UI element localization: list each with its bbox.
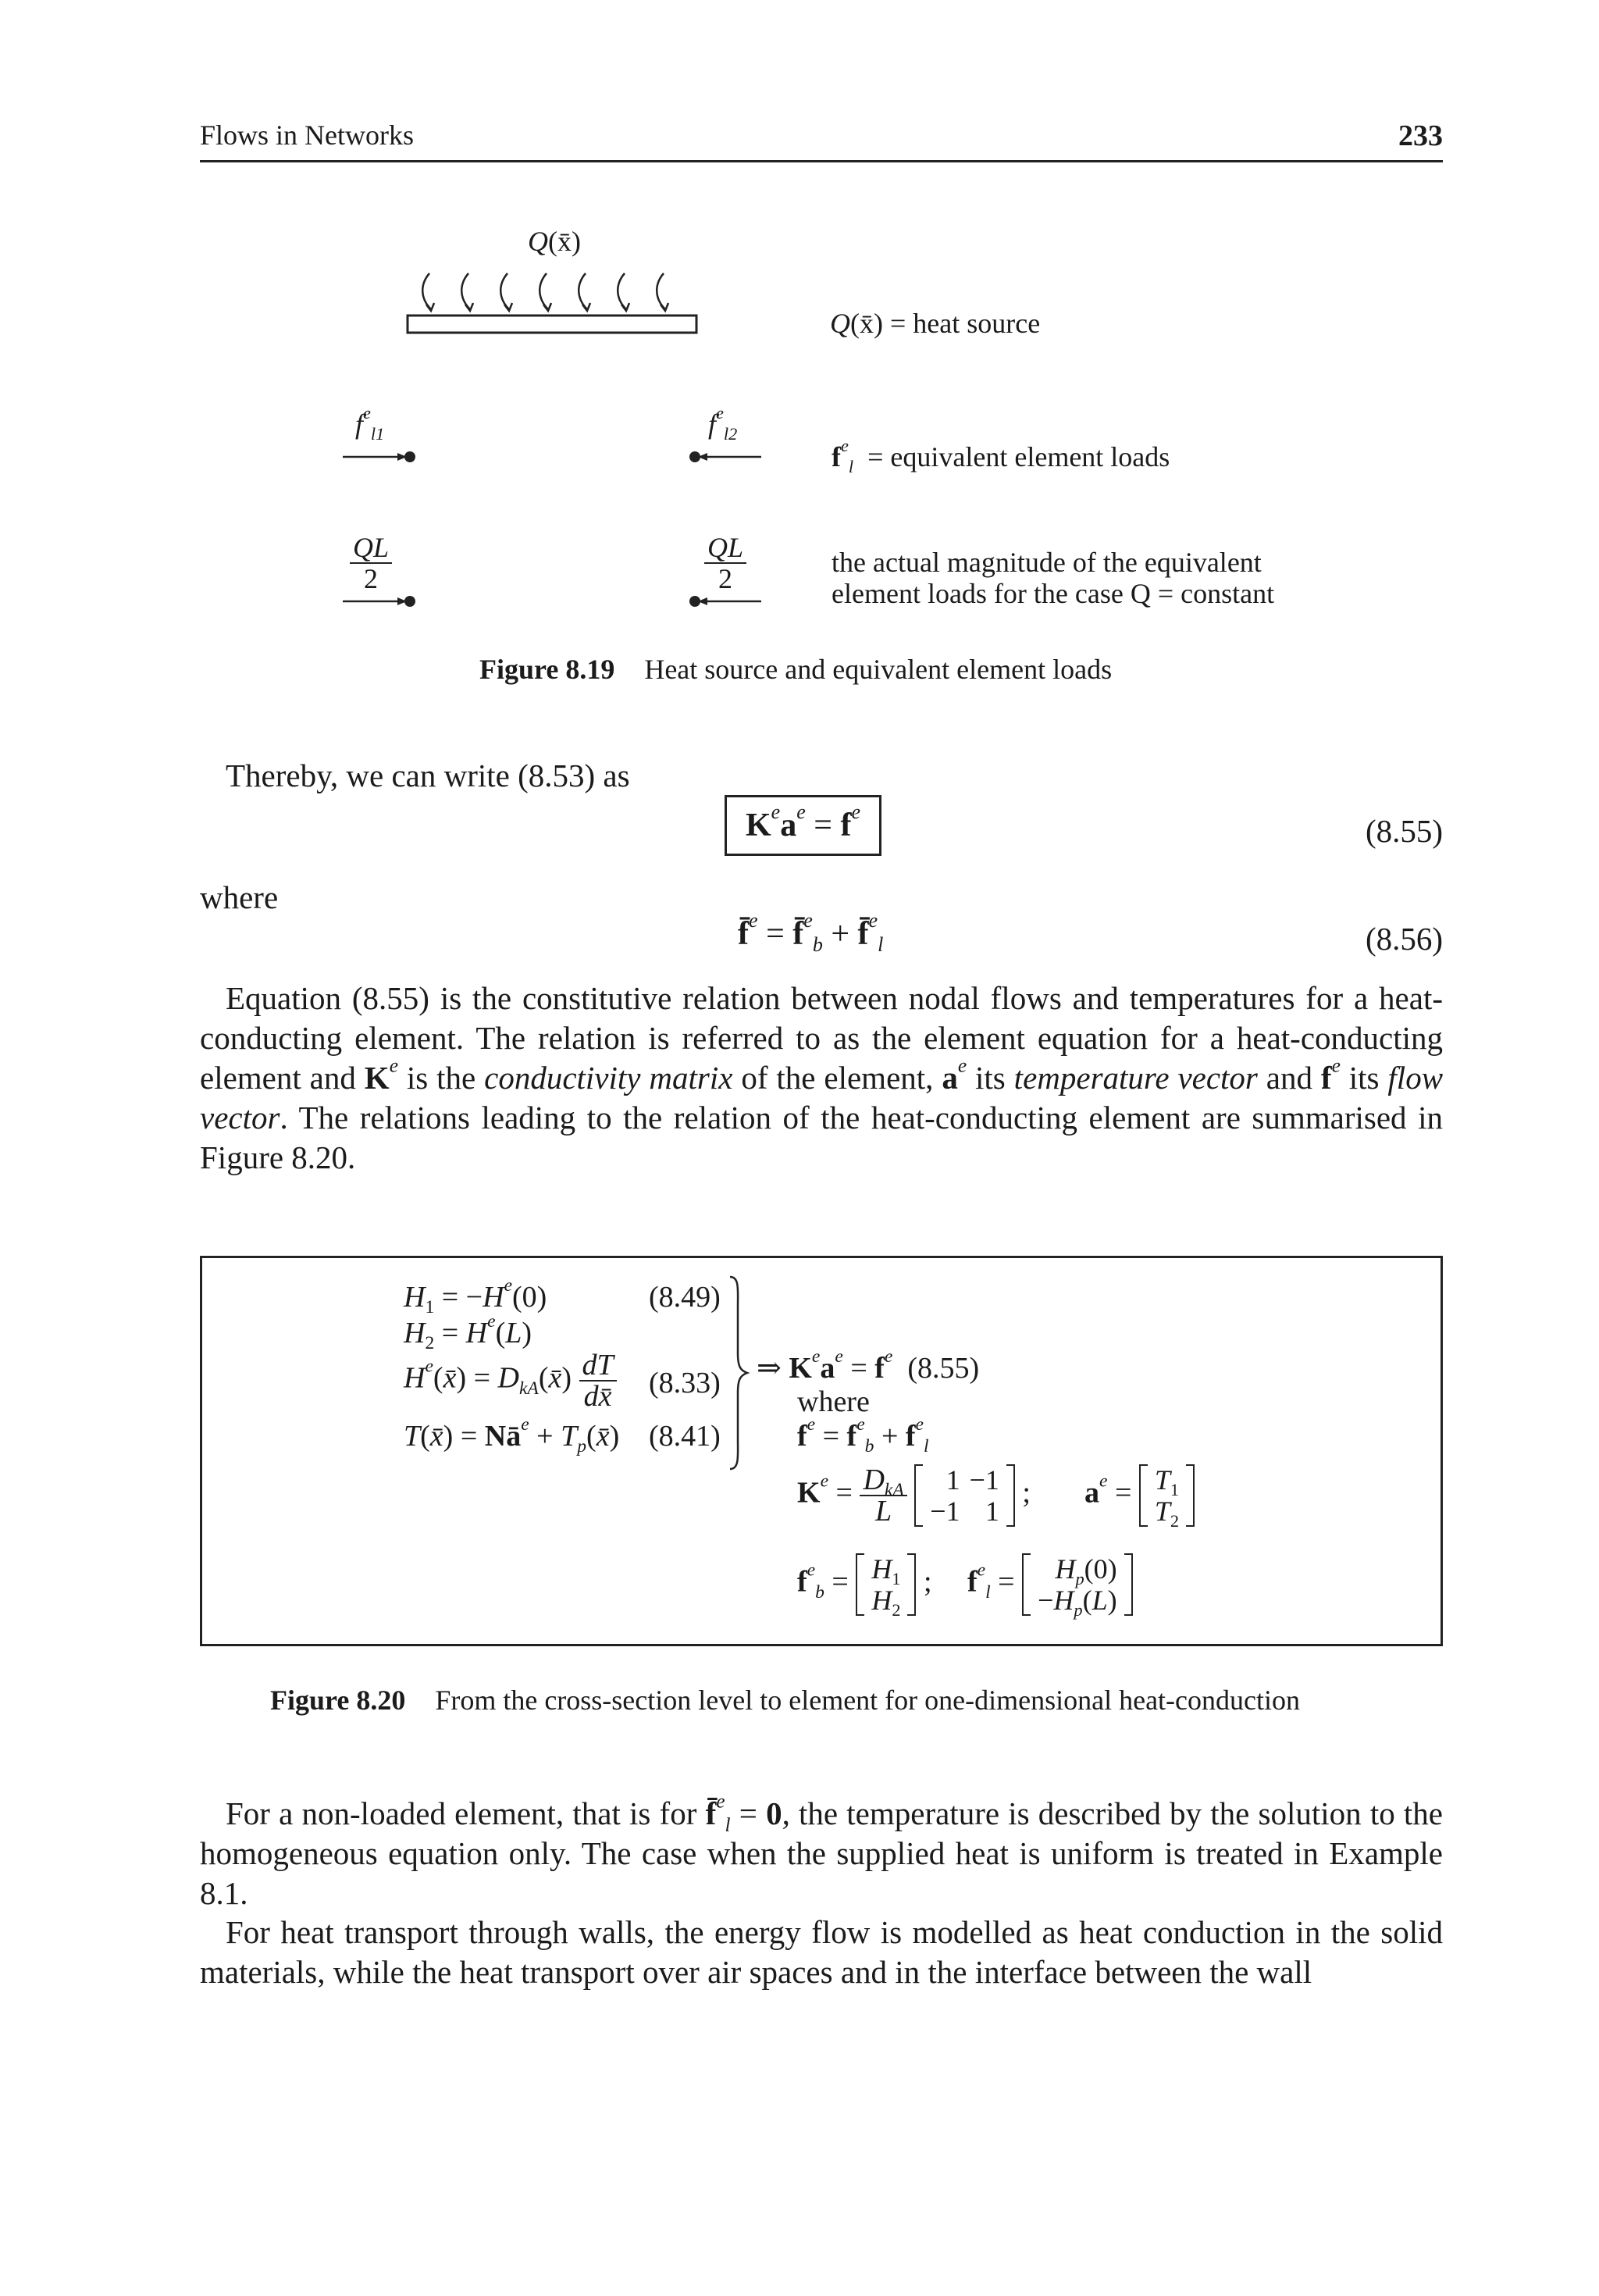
text-thereby: Thereby, we can write (8.53) as (226, 758, 630, 793)
result-where: where (797, 1385, 870, 1418)
heat-source-diagram (390, 264, 718, 342)
ref-8-41: (8.41) (649, 1420, 721, 1453)
load-magnitude-right: $\frac{QL}{2}$ (704, 533, 746, 594)
page-number: 233 (1398, 119, 1443, 152)
legend-equivalent-loads: $f^e_l$ = equivalent element loads (832, 436, 1170, 476)
equivalent-load-arrows (340, 445, 777, 469)
legend-heat-source: Q(x̄) = heat source (830, 308, 1041, 339)
relation-h1: $H_1 = -H^e(0)$ (404, 1275, 547, 1318)
legend-actual-magnitude: the actual magnitude of the equivalent element loads for the case Q = constant (832, 547, 1275, 609)
element-bar (408, 316, 696, 333)
result-boundary-flow-vector: $f^e_b$ = $H_1$ $H_2$ ; (797, 1553, 932, 1620)
magnitude-load-arrows (340, 590, 777, 613)
paragraph-non-loaded-element: For a non-loaded element, that is for f̄$^e_l$ = 0, the temperature is described by the solution to the homogeneous equation only. The case when the supplied heat is uniform is treated in Example 8.1. (200, 1790, 1443, 1911)
running-title: Flows in Networks (200, 119, 415, 151)
ref-8-33: (8.33) (649, 1367, 721, 1399)
load-magnitude-left: $\frac{QL}{2}$ (350, 533, 392, 594)
text-where: where (200, 879, 279, 915)
figure-8-20-caption: Figure 8.20 From the cross-section level to element for one-dimensional heat-conduction (270, 1685, 1300, 1716)
equation-number-8-55: (8.55) (1365, 813, 1443, 849)
relation-temperature: T(x̄) = $Nā^e$ + $T_p(x̄)$ (404, 1414, 620, 1457)
ref-8-49: (8.49) (649, 1281, 721, 1314)
result-temperature-vector: $a^e$ = $T_1$ $T_2$ (1084, 1464, 1195, 1527)
figure-8-20-box (200, 1256, 1443, 1646)
load-label-f-l2: $f^e_{l2}$ (708, 403, 738, 444)
paragraph-constitutive-relation: Equation (8.55) is the constitutive relation between nodal flows and temperatures for a heat-conducting element. The relation is referred to as the element equation for a heat-conducting element and $K^e$ is the conductivity matrix of the element, $a^e$ its temperature vector and $f^e$ its flow vector. The relations leading to the relation of the heat-conducting element are summarised in Figure 8.20. (200, 980, 1444, 1175)
equation-8-55-boxed: $K^ea^e = f^e$ (725, 795, 881, 856)
figure-8-19 (0, 0, 1599, 703)
right-brace (727, 1275, 750, 1471)
result-conductivity-matrix: $K^e$ = $\frac{D_{kA}}{L}$ 1 −1 −1 1 ; (797, 1464, 1031, 1528)
heat-flux-arrows (422, 273, 668, 311)
result-element-equation: ⇒ $K^ea^e = f^e$ (8.55) (757, 1346, 980, 1385)
relation-heat-flow: $H^e(x̄)$ = $D_{kA}(x̄)$ $\frac{dT}{dx̄}$ (404, 1350, 617, 1411)
load-label-f-l1: $f^e_{l1}$ (355, 403, 385, 444)
figure-8-19-caption: Figure 8.19 Heat source and equivalent element loads (479, 654, 1113, 685)
equation-8-56: f̄$^e$ = f̄$^e_b$ + f̄$^e_l$ (738, 908, 884, 957)
result-load-flow-vector: $f^e_l$ = $H_p(0)$ $-H_p(L)$ (967, 1553, 1133, 1616)
result-flow-vector: $f^e = f^e_b + f^e_l$ (797, 1414, 929, 1457)
heat-source-label: Q(x̄) (528, 226, 581, 257)
paragraph-heat-transport-walls: For heat transport through walls, the energy flow is modelled as heat conduction in the solid materials, while the heat transport over air spaces and in the interface between the wall (200, 1914, 1443, 1990)
relation-h2: $H_2 = H^e(L)$ (404, 1310, 532, 1354)
equation-number-8-56: (8.56) (1365, 921, 1443, 957)
